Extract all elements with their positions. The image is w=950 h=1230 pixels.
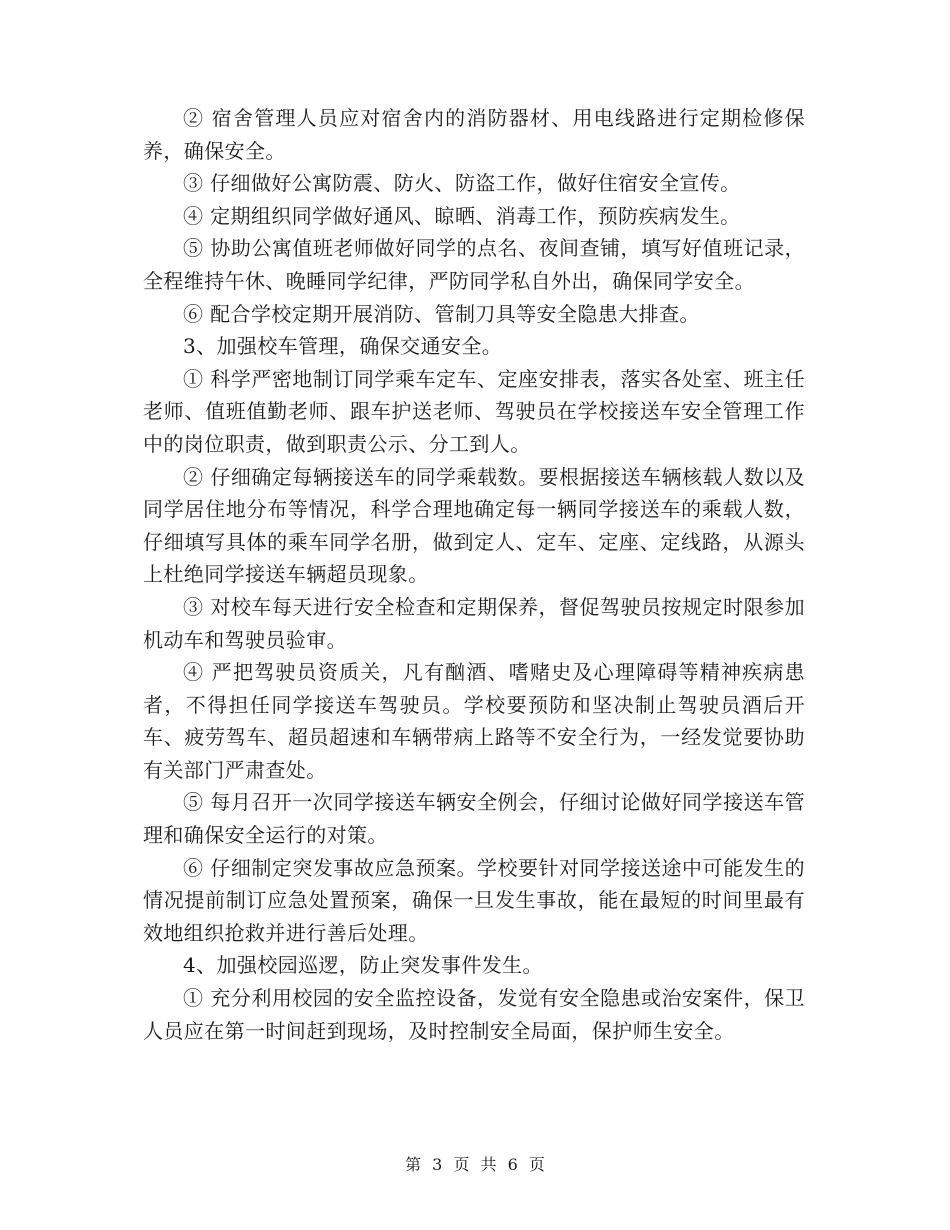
paragraph-emergency-plan: ⑥ 仔细制定突发事故应急预案。学校要针对同学接送途中可能发生的情况提前制订应急处置预案，确保一旦发生事故，能在最短的时间里最有效地组织抢救并进行善后处理。 xyxy=(143,855,805,945)
paragraph-monthly-meeting: ⑤ 每月召开一次同学接送车辆安全例会，仔细讨论做好同学接送车管理和确保安全运行的对策。 xyxy=(143,790,805,848)
paragraph-hazard-inspection: ⑥ 配合学校定期开展消防、管制刀具等安全隐患大排查。 xyxy=(183,301,700,326)
section-heading-campus-patrol: 4、加强校园巡逻，防止突发事件发生。 xyxy=(183,953,543,978)
body-text xyxy=(143,102,805,1047)
paragraph-passenger-capacity: ② 仔细确定每辆接送车的同学乘载数。要根据接送车辆核载人数以及同学居住地分布等情况，科学合理地确定每一辆同学接送车的乘载人数，仔细填写具体的乘车同学名册，做到定人、定车、定座、定线路，从源头上杜绝同学接送车辆超员现象。 xyxy=(143,464,805,587)
paragraph-dorm-fire-equipment: ② 宿舍管理人员应对宿舍内的消防器材、用电线路进行定期检修保养，确保安全。 xyxy=(143,106,805,163)
paragraph-bus-maintenance: ③ 对校车每天进行安全检查和定期保养，督促驾驶员按规定时限参加机动车和驾驶员验审。 xyxy=(143,594,805,652)
paragraph-roll-call-discipline: ⑤ 协助公寓值班老师做好同学的点名、夜间查铺，填写好值班记录，全程维持午休、晚睡同学纪律，严防同学私自外出，确保同学安全。 xyxy=(143,236,805,293)
paragraph-ventilation-disinfection: ④ 定期组织同学做好通风、晾晒、消毒工作，预防疾病发生。 xyxy=(183,203,741,228)
paragraph-seating-plan: ① 科学严密地制订同学乘车定车、定座安排表，落实各处室、班主任老师、值班值勤老师、跟车护送老师、驾驶员在学校接送车安全管理工作中的岗位职责，做到职责公示、分工到人。 xyxy=(143,366,805,456)
paragraph-monitoring-equipment: ① 充分利用校园的安全监控设备，发觉有安全隐患或治安案件，保卫人员应在第一时间赶到现场，及时控制安全局面，保护师生安全。 xyxy=(143,986,805,1043)
paragraph-dorm-safety-publicity: ③ 仔细做好公寓防震、防火、防盗工作，做好住宿安全宣传。 xyxy=(183,171,741,196)
section-heading-school-bus: 3、加强校车管理，确保交通安全。 xyxy=(183,334,503,359)
page-number-footer: 第 3 页 共 6 页 xyxy=(405,1155,545,1174)
paragraph-driver-qualification: ④ 严把驾驶员资质关，凡有酗酒、嗜赌史及心理障碍等精神疾病患者，不得担任同学接送车驾驶员。学校要预防和坚决制止驾驶员酒后开车、疲劳驾车、超员超速和车辆带病上路等不安全行为，一经发觉要协助有关部门严肃查处。 xyxy=(143,660,805,782)
